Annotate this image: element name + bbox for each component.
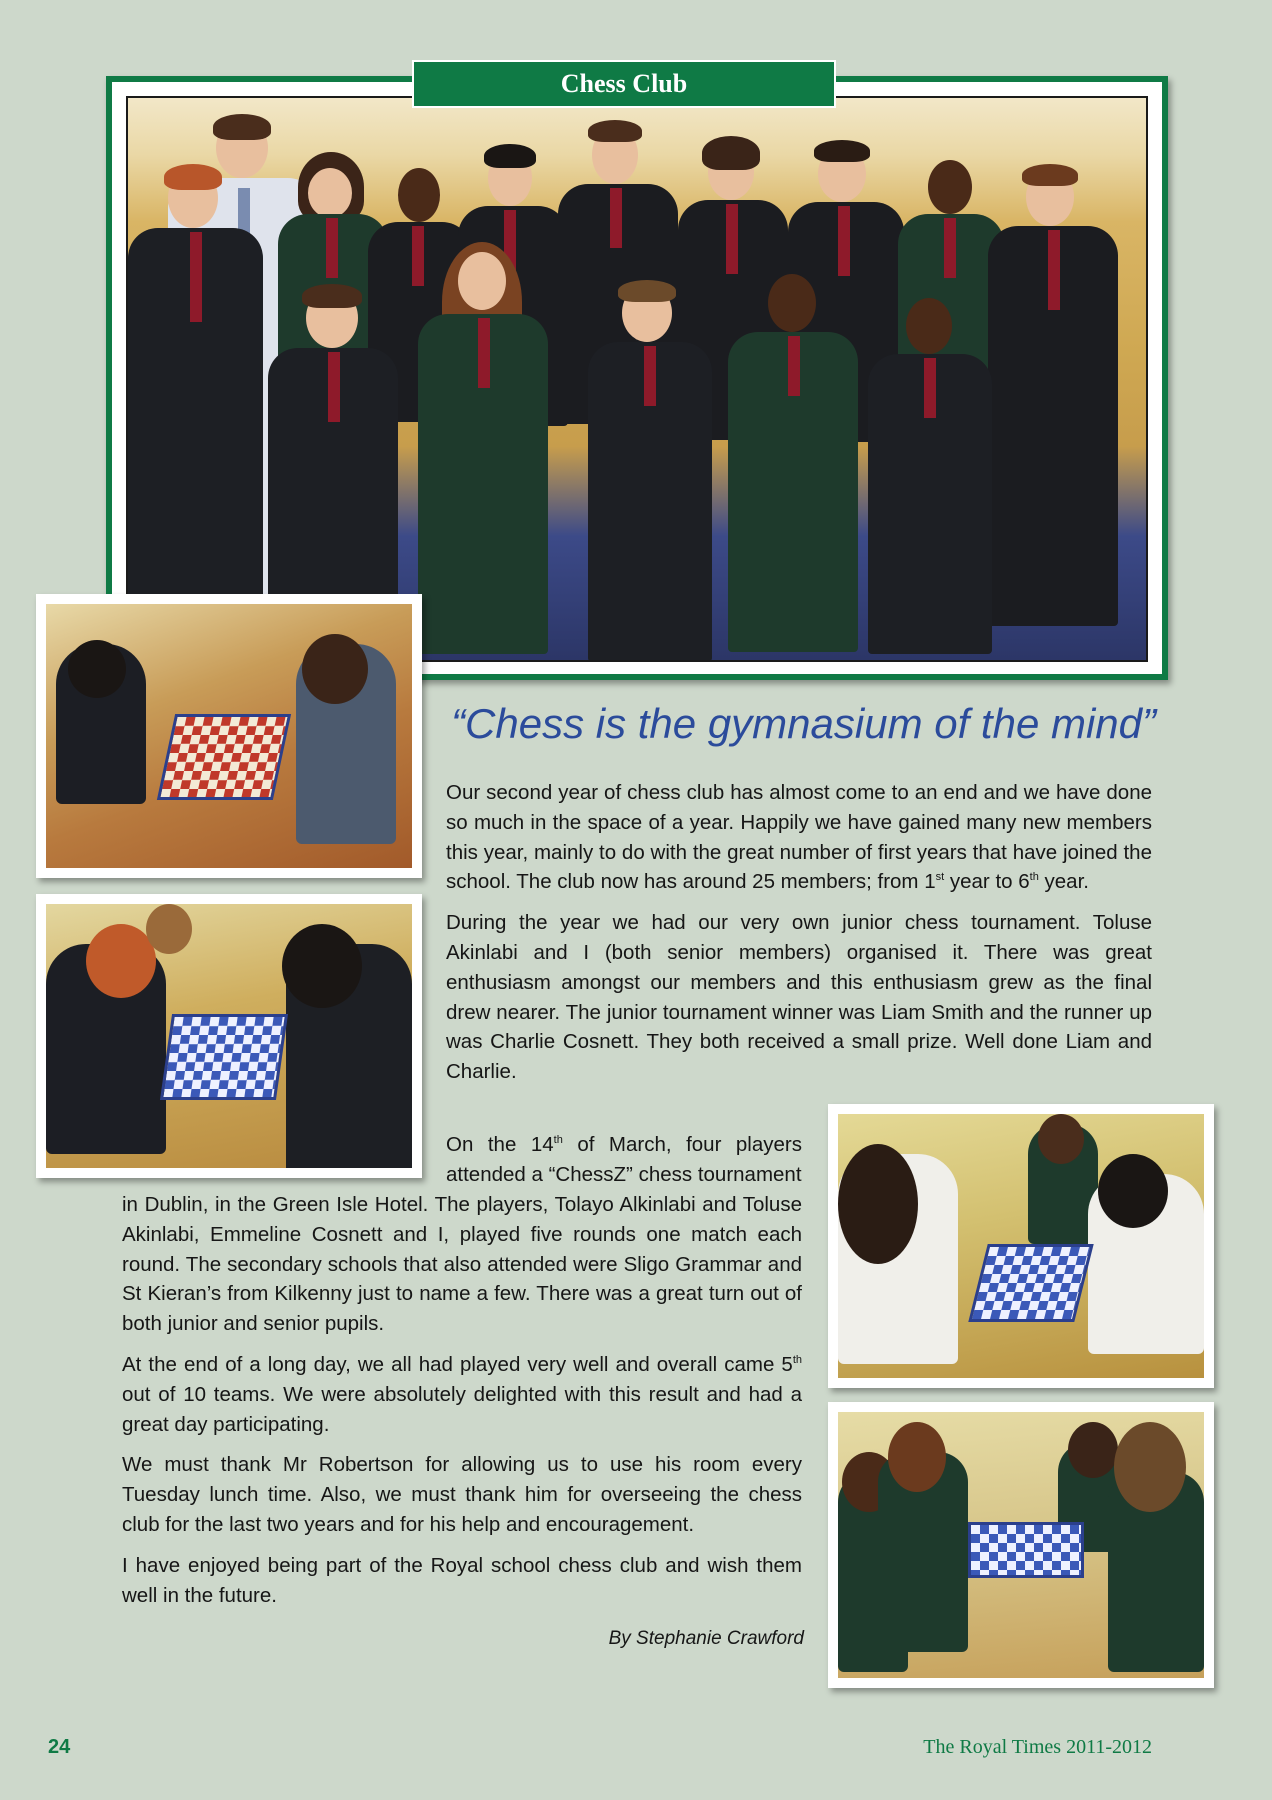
article-paragraph-5: We must thank Mr Robertson for allowing us to use his room every Tuesday lunch time. Also, we must thank him for overseeing the chess club for the last two years and for his help and encouragement. xyxy=(122,1453,802,1536)
pull-quote: “Chess is the gymnasium of the mind” xyxy=(451,700,1156,747)
article-paragraph-1: Our second year of chess club has almost come to an end and we have done so much in the space of a year. Happily we have gained many new members this year, mainly to do with the great number of first years that have joined the school. The club now has around 25 members; from 1st year to 6th year. xyxy=(446,781,1152,894)
article-paragraph-4: At the end of a long day, we all had played very well and overall came 5th out of 10 teams. We were absolutely delighted with this result and had a great day participating. xyxy=(122,1352,802,1436)
article-paragraph-6: I have enjoyed being part of the Royal school chess club and wish them well in the future. xyxy=(122,1553,802,1607)
article-paragraph-3-end: in Dublin, in the Green Isle Hotel. The players, Tolayo Alkinlabi and Toluse Akinlabi, Emmeline Cosnett and I, played five rounds one match each round. The secondary schools that also attended were Sligo Grammar and St Kieran’s from Kilkenny just to name a few. There was a great turn out of both junior and senior pupils. xyxy=(122,1193,802,1336)
article-middle-column xyxy=(446,1130,802,1190)
photo-students-playing-chess-1 xyxy=(36,594,422,878)
article-paragraph-3-start: On the 14th of March, four players attended a “ChessZ” chess tournament xyxy=(446,1133,802,1186)
article-paragraph-2: During the year we had our very own junior chess tournament. Toluse Akinlabi and I (both senior members) organised it. There was great enthusiasm amongst our members and this enthusiasm grew as the final drew nearer. The junior tournament winner was Liam Smith and the runner up was Charlie Cosnett. They both received a small prize. Well done Liam and Charlie. xyxy=(446,911,1152,1084)
section-title: Chess Club xyxy=(412,60,836,108)
page-number: 24 xyxy=(48,1736,71,1758)
author-byline: By Stephanie Crawford xyxy=(608,1628,804,1649)
publication-title: The Royal Times 2011-2012 xyxy=(923,1736,1152,1758)
photo-students-playing-chess-4 xyxy=(828,1402,1214,1688)
group-photo-chess-club xyxy=(126,96,1148,662)
article-top-column xyxy=(446,778,1152,1087)
article-bottom-column xyxy=(122,1190,802,1610)
photo-students-playing-chess-2 xyxy=(36,894,422,1178)
photo-students-playing-chess-3 xyxy=(828,1104,1214,1388)
